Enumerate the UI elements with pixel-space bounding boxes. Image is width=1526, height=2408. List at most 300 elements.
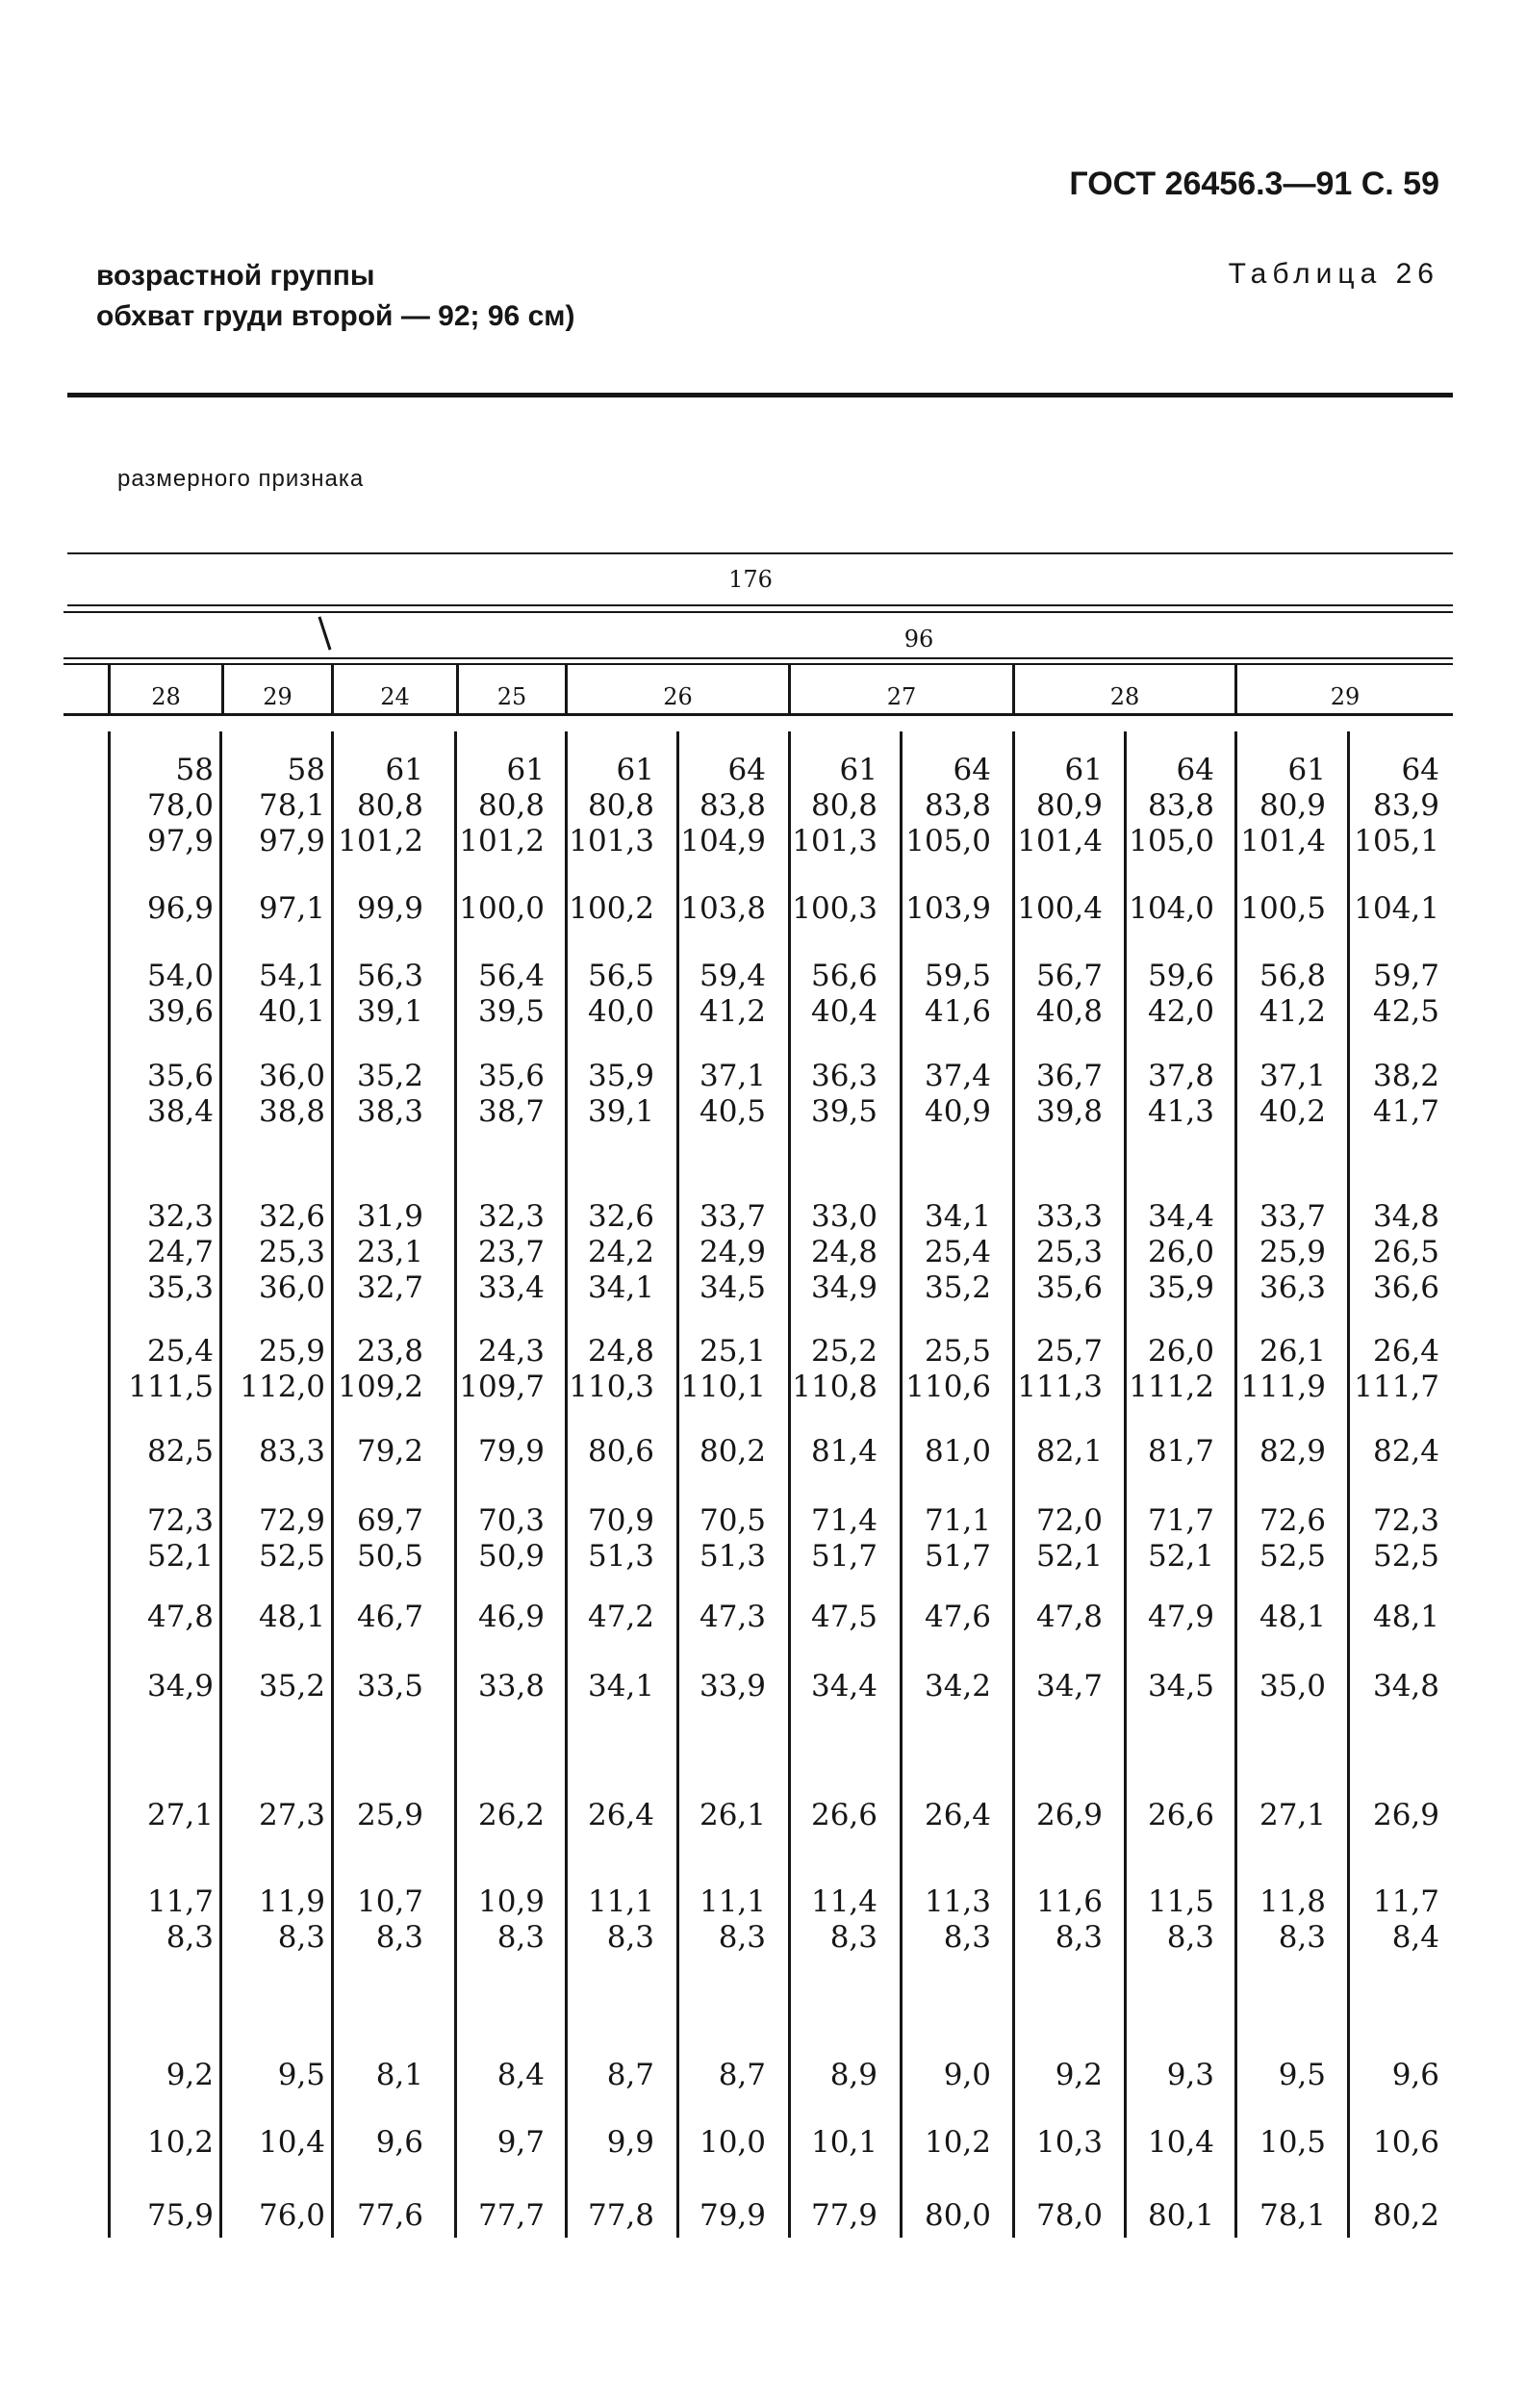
table-cell: 97,9 [146, 824, 214, 858]
table-cell: 52,5 [1372, 1539, 1439, 1574]
table-cell: 11,1 [699, 1884, 766, 1919]
table-cell: 10,7 [356, 1884, 423, 1919]
table-cell: 24,2 [587, 1235, 654, 1269]
table-cell: 8,3 [1278, 1920, 1326, 1955]
table-cell: 42,0 [1147, 994, 1214, 1029]
table-cell: 79,9 [699, 2198, 766, 2233]
table-cell: 111,5 [128, 1370, 214, 1404]
table-cell: 9,9 [606, 2125, 654, 2160]
table-cell: 47,8 [146, 1600, 214, 1634]
table-cell: 72,6 [1259, 1503, 1326, 1538]
header-rule-1 [67, 552, 1453, 554]
table-cell: 56,6 [810, 959, 877, 993]
table-cell: 40,1 [258, 994, 325, 1029]
header-rule-2 [67, 604, 1453, 606]
table-cell: 26,9 [1372, 1798, 1439, 1832]
body-vline-4 [565, 731, 568, 2238]
col-header-6: 27 [886, 683, 917, 710]
table-cell: 70,5 [699, 1503, 766, 1538]
table-cell: 59,4 [699, 959, 766, 993]
table-cell: 35,2 [924, 1270, 991, 1305]
table-cell: 101,4 [1240, 824, 1326, 858]
table-cell: 56,8 [1259, 959, 1326, 993]
table-cell: 36,3 [1259, 1270, 1326, 1305]
table-cell: 8,9 [829, 2058, 877, 2092]
table-cell: 56,5 [587, 959, 654, 993]
table-cell: 51,3 [587, 1539, 654, 1574]
table-cell: 78,0 [146, 788, 214, 823]
table-label: Таблица 26 [1228, 258, 1439, 290]
table-cell: 47,9 [1147, 1600, 1214, 1634]
table-cell: 10,0 [699, 2125, 766, 2160]
table-cell: 104,0 [1129, 891, 1214, 926]
table-cell: 100,2 [569, 891, 654, 926]
table-cell: 23,8 [356, 1334, 423, 1369]
table-cell: 96,9 [146, 891, 214, 926]
table-cell: 34,8 [1372, 1199, 1439, 1234]
table-cell: 11,7 [1372, 1884, 1439, 1919]
header-rule-2b [64, 611, 1453, 613]
table-cell: 25,3 [258, 1235, 325, 1269]
table-cell: 39,1 [587, 1094, 654, 1129]
table-cell: 111,3 [1017, 1370, 1103, 1404]
table-cell: 34,7 [1035, 1669, 1103, 1704]
table-cell: 26,1 [699, 1798, 766, 1832]
table-cell: 32,6 [587, 1199, 654, 1234]
table-cell: 103,9 [905, 891, 991, 926]
table-cell: 25,4 [924, 1235, 991, 1269]
table-cell: 34,1 [924, 1199, 991, 1234]
table-cell: 36,0 [258, 1059, 325, 1093]
table-cell: 40,9 [924, 1094, 991, 1129]
body-vline-1 [219, 731, 222, 2238]
table-cell: 39,6 [146, 994, 214, 1029]
table-cell: 32,6 [258, 1199, 325, 1234]
header-rule-4 [64, 713, 1453, 716]
table-cell: 8,3 [718, 1920, 766, 1955]
table-cell: 100,0 [459, 891, 545, 926]
table-cell: 36,7 [1035, 1059, 1103, 1093]
table-cell: 51,7 [924, 1539, 991, 1574]
table-cell: 33,4 [477, 1270, 545, 1305]
table-cell: 78,1 [258, 788, 325, 823]
table-cell: 11,1 [587, 1884, 654, 1919]
table-cell: 25,9 [356, 1798, 423, 1832]
table-cell: 47,5 [810, 1600, 877, 1634]
table-cell: 8,1 [375, 2058, 423, 2092]
table-cell: 32,7 [356, 1270, 423, 1305]
table-cell: 42,5 [1372, 994, 1439, 1029]
body-vline-8 [1012, 731, 1015, 2238]
table-cell: 37,1 [1259, 1059, 1326, 1093]
table-cell: 35,0 [1259, 1669, 1326, 1704]
table-cell: 110,8 [792, 1370, 877, 1404]
table-cell: 34,9 [146, 1669, 214, 1704]
table-cell: 80,2 [699, 1434, 766, 1469]
table-cell: 32,3 [146, 1199, 214, 1234]
table-cell: 80,8 [477, 788, 545, 823]
table-cell: 38,3 [356, 1094, 423, 1129]
table-cell: 26,6 [1147, 1798, 1214, 1832]
table-cell: 40,4 [810, 994, 877, 1029]
table-cell: 23,7 [477, 1235, 545, 1269]
table-cell: 10,4 [258, 2125, 325, 2160]
table-cell: 54,0 [146, 959, 214, 993]
table-cell: 37,8 [1147, 1059, 1214, 1093]
body-vline-3 [454, 731, 457, 2238]
table-cell: 27,1 [146, 1798, 214, 1832]
table-cell: 83,8 [924, 788, 991, 823]
table-cell: 8,3 [606, 1920, 654, 1955]
body-vline-7 [900, 731, 903, 2238]
table-cell: 82,5 [146, 1434, 214, 1469]
col-header-2: 29 [263, 683, 292, 710]
table-cell: 103,8 [680, 891, 766, 926]
table-cell: 35,2 [356, 1059, 423, 1093]
table-cell: 78,0 [1035, 2198, 1103, 2233]
title-line-2: обхват груди второй — 92; 96 см) [96, 300, 575, 332]
table-cell: 46,9 [477, 1600, 545, 1634]
table-cell: 26,0 [1147, 1235, 1214, 1269]
table-cell: 25,9 [1259, 1235, 1326, 1269]
table-cell: 50,5 [356, 1539, 423, 1574]
table-cell: 81,0 [924, 1434, 991, 1469]
table-cell: 11,9 [258, 1884, 325, 1919]
table-cell: 48,1 [1372, 1600, 1439, 1634]
table-cell: 11,8 [1259, 1884, 1326, 1919]
table-cell: 25,7 [1035, 1334, 1103, 1369]
table-cell: 80,8 [810, 788, 877, 823]
table-cell: 41,3 [1147, 1094, 1214, 1129]
top-thick-rule [67, 393, 1453, 397]
body-vline-2 [331, 731, 334, 2238]
table-cell: 47,3 [699, 1600, 766, 1634]
table-cell: 78,1 [1259, 2198, 1326, 2233]
table-cell: 35,9 [1147, 1270, 1214, 1305]
table-cell: 77,9 [810, 2198, 877, 2233]
table-cell: 8,3 [1055, 1920, 1103, 1955]
table-cell: 39,8 [1035, 1094, 1103, 1129]
col-header-8: 29 [1330, 683, 1361, 710]
table-cell: 52,1 [1035, 1539, 1103, 1574]
table-cell: 24,8 [810, 1235, 877, 1269]
table-cell: 10,2 [146, 2125, 214, 2160]
column-caption: размерного признака [117, 466, 365, 492]
table-cell: 80,2 [1372, 2198, 1439, 2233]
table-cell: 41,2 [699, 994, 766, 1029]
table-cell: 11,4 [810, 1884, 877, 1919]
table-cell: 47,8 [1035, 1600, 1103, 1634]
table-cell: 105,1 [1354, 824, 1439, 858]
table-cell: 109,2 [338, 1370, 423, 1404]
table-cell: 27,3 [258, 1798, 325, 1832]
table-cell: 110,3 [569, 1370, 654, 1404]
table-cell: 24,8 [587, 1334, 654, 1369]
table-cell: 38,2 [1372, 1059, 1439, 1093]
table-cell: 39,1 [356, 994, 423, 1029]
table-cell: 26,6 [810, 1798, 877, 1832]
table-cell: 101,2 [459, 824, 545, 858]
table-cell: 34,8 [1372, 1669, 1439, 1704]
table-cell: 52,5 [258, 1539, 325, 1574]
table-cell: 41,2 [1259, 994, 1326, 1029]
table-cell: 56,4 [477, 959, 545, 993]
body-vline-11 [1347, 731, 1350, 2238]
table-cell: 77,6 [356, 2198, 423, 2233]
table-cell: 8,3 [1166, 1920, 1214, 1955]
table-cell: 8,3 [375, 1920, 423, 1955]
table-cell: 80,9 [1035, 788, 1103, 823]
table-cell: 40,5 [699, 1094, 766, 1129]
table-cell: 8,7 [606, 2058, 654, 2092]
table-cell: 34,4 [810, 1669, 877, 1704]
table-cell: 56,3 [356, 959, 423, 993]
table-cell: 64 [953, 753, 991, 787]
table-cell: 41,7 [1372, 1094, 1439, 1129]
table-cell: 10,5 [1259, 2125, 1326, 2160]
table-cell: 97,1 [258, 891, 325, 926]
table-cell: 110,1 [680, 1370, 766, 1404]
table-cell: 82,1 [1035, 1434, 1103, 1469]
table-cell: 83,8 [699, 788, 766, 823]
table-cell: 33,0 [810, 1199, 877, 1234]
table-cell: 38,8 [258, 1094, 325, 1129]
table-cell: 76,0 [258, 2198, 325, 2233]
table-cell: 8,3 [943, 1920, 991, 1955]
table-cell: 75,9 [146, 2198, 214, 2233]
table-cell: 51,7 [810, 1539, 877, 1574]
table-cell: 39,5 [810, 1094, 877, 1129]
table-cell: 10,2 [924, 2125, 991, 2160]
table-cell: 26,4 [587, 1798, 654, 1832]
table-cell: 110,6 [905, 1370, 991, 1404]
table-cell: 64 [1176, 753, 1214, 787]
title-line-1: возрастной группы [96, 260, 375, 292]
table-cell: 104,1 [1354, 891, 1439, 926]
col-header-1: 28 [151, 683, 181, 710]
table-cell: 36,6 [1372, 1270, 1439, 1305]
table-cell: 47,6 [924, 1600, 991, 1634]
table-cell: 25,1 [699, 1334, 766, 1369]
table-cell: 100,4 [1017, 891, 1103, 926]
table-cell: 50,9 [477, 1539, 545, 1574]
table-cell: 9,6 [375, 2125, 423, 2160]
table-cell: 61 [1064, 753, 1103, 787]
table-cell: 26,4 [1372, 1334, 1439, 1369]
table-cell: 52,5 [1259, 1539, 1326, 1574]
table-cell: 34,5 [1147, 1669, 1214, 1704]
table-cell: 10,4 [1147, 2125, 1214, 2160]
table-cell: 33,7 [1259, 1199, 1326, 1234]
table-cell: 36,0 [258, 1270, 325, 1305]
table-cell: 10,6 [1372, 2125, 1439, 2160]
table-cell: 8,3 [165, 1920, 214, 1955]
table-cell: 11,3 [924, 1884, 991, 1919]
table-cell: 9,0 [943, 2058, 991, 2092]
hdr-slash-mark [318, 616, 332, 650]
table-cell: 23,1 [356, 1235, 423, 1269]
table-cell: 59,6 [1147, 959, 1214, 993]
height-label: 176 [728, 566, 773, 593]
table-cell: 82,9 [1259, 1434, 1326, 1469]
col-header-7: 28 [1109, 683, 1140, 710]
table-cell: 97,9 [258, 824, 325, 858]
body-vline-6 [788, 731, 791, 2238]
table-cell: 101,2 [338, 824, 423, 858]
table-cell: 11,6 [1035, 1884, 1103, 1919]
table-cell: 61 [616, 753, 654, 787]
table-cell: 31,9 [356, 1199, 423, 1234]
header-rule-3 [64, 657, 1453, 659]
table-cell: 40,8 [1035, 994, 1103, 1029]
table-cell: 34,4 [1147, 1199, 1214, 1234]
table-cell: 35,6 [477, 1059, 545, 1093]
table-cell: 83,3 [258, 1434, 325, 1469]
table-cell: 40,2 [1259, 1094, 1326, 1129]
table-cell: 24,9 [699, 1235, 766, 1269]
table-cell: 25,2 [810, 1334, 877, 1369]
table-cell: 11,5 [1147, 1884, 1214, 1919]
table-cell: 111,9 [1240, 1370, 1326, 1404]
table-cell: 77,7 [477, 2198, 545, 2233]
table-cell: 111,2 [1129, 1370, 1214, 1404]
table-cell: 25,9 [258, 1334, 325, 1369]
table-cell: 71,4 [810, 1503, 877, 1538]
table-cell: 104,9 [680, 824, 766, 858]
table-cell: 99,9 [356, 891, 423, 926]
table-cell: 71,7 [1147, 1503, 1214, 1538]
table-cell: 33,9 [699, 1669, 766, 1704]
table-cell: 46,7 [356, 1600, 423, 1634]
table-cell: 70,3 [477, 1503, 545, 1538]
table-cell: 100,5 [1240, 891, 1326, 926]
table-cell: 80,8 [356, 788, 423, 823]
table-cell: 82,4 [1372, 1434, 1439, 1469]
table-cell: 35,6 [146, 1059, 214, 1093]
table-cell: 8,3 [829, 1920, 877, 1955]
table-cell: 111,7 [1354, 1370, 1439, 1404]
table-cell: 35,9 [587, 1059, 654, 1093]
table-cell: 72,3 [1372, 1503, 1439, 1538]
table-cell: 37,1 [699, 1059, 766, 1093]
table-cell: 61 [839, 753, 877, 787]
table-cell: 64 [1401, 753, 1439, 787]
table-cell: 34,2 [924, 1669, 991, 1704]
table-cell: 8,7 [718, 2058, 766, 2092]
table-cell: 54,1 [258, 959, 325, 993]
table-cell: 9,5 [277, 2058, 325, 2092]
table-cell: 61 [385, 753, 423, 787]
table-cell: 52,1 [1147, 1539, 1214, 1574]
table-cell: 81,4 [810, 1434, 877, 1469]
table-cell: 38,4 [146, 1094, 214, 1129]
table-cell: 112,0 [240, 1370, 325, 1404]
table-cell: 48,1 [258, 1600, 325, 1634]
table-cell: 9,5 [1278, 2058, 1326, 2092]
table-cell: 10,3 [1035, 2125, 1103, 2160]
table-cell: 80,0 [924, 2198, 991, 2233]
header-rule-3b [64, 663, 1453, 665]
table-cell: 24,7 [146, 1235, 214, 1269]
table-cell: 26,0 [1147, 1334, 1214, 1369]
table-cell: 41,6 [924, 994, 991, 1029]
table-cell: 39,5 [477, 994, 545, 1029]
table-cell: 101,3 [569, 824, 654, 858]
table-cell: 24,3 [477, 1334, 545, 1369]
table-cell: 72,0 [1035, 1503, 1103, 1538]
table-cell: 32,3 [477, 1199, 545, 1234]
table-cell: 35,6 [1035, 1270, 1103, 1305]
table-cell: 10,1 [810, 2125, 877, 2160]
table-cell: 34,1 [587, 1669, 654, 1704]
standard-reference: ГОСТ 26456.3—91 С. 59 [1069, 166, 1439, 202]
table-cell: 71,1 [924, 1503, 991, 1538]
table-cell: 26,9 [1035, 1798, 1103, 1832]
table-cell: 25,3 [1035, 1235, 1103, 1269]
table-cell: 26,1 [1259, 1334, 1326, 1369]
table-cell: 72,9 [258, 1503, 325, 1538]
table-cell: 47,2 [587, 1600, 654, 1634]
table-cell: 109,7 [459, 1370, 545, 1404]
table-cell: 9,2 [165, 2058, 214, 2092]
table-cell: 33,8 [477, 1669, 545, 1704]
table-cell: 40,0 [587, 994, 654, 1029]
table-cell: 34,9 [810, 1270, 877, 1305]
chest-label: 96 [903, 626, 934, 653]
table-cell: 80,6 [587, 1434, 654, 1469]
table-cell: 8,3 [496, 1920, 545, 1955]
table-cell: 59,7 [1372, 959, 1439, 993]
table-cell: 9,7 [496, 2125, 545, 2160]
table-cell: 80,8 [587, 788, 654, 823]
table-cell: 64 [727, 753, 766, 787]
table-cell: 52,1 [146, 1539, 214, 1574]
table-cell: 25,4 [146, 1334, 214, 1369]
col-header-5: 26 [663, 683, 693, 710]
col-header-4: 25 [496, 683, 527, 710]
table-cell: 35,3 [146, 1270, 214, 1305]
table-cell: 79,2 [356, 1434, 423, 1469]
table-cell: 8,4 [496, 2058, 545, 2092]
table-cell: 100,3 [792, 891, 877, 926]
table-cell: 81,7 [1147, 1434, 1214, 1469]
table-cell: 35,2 [258, 1669, 325, 1704]
table-cell: 59,5 [924, 959, 991, 993]
body-vline-10 [1234, 731, 1237, 2238]
table-cell: 79,9 [477, 1434, 545, 1469]
table-cell: 37,4 [924, 1059, 991, 1093]
table-cell: 8,4 [1391, 1920, 1439, 1955]
table-cell: 9,2 [1055, 2058, 1103, 2092]
table-cell: 61 [506, 753, 545, 787]
table-cell: 105,0 [1129, 824, 1214, 858]
table-cell: 34,1 [587, 1270, 654, 1305]
table-cell: 48,1 [1259, 1600, 1326, 1634]
table-cell: 36,3 [810, 1059, 877, 1093]
body-vline-9 [1124, 731, 1127, 2238]
table-cell: 72,3 [146, 1503, 214, 1538]
table-cell: 26,4 [924, 1798, 991, 1832]
table-cell: 58 [287, 753, 325, 787]
table-cell: 101,3 [792, 824, 877, 858]
table-cell: 70,9 [587, 1503, 654, 1538]
table-cell: 33,5 [356, 1669, 423, 1704]
table-cell: 25,5 [924, 1334, 991, 1369]
table-cell: 69,7 [356, 1503, 423, 1538]
table-cell: 83,9 [1372, 788, 1439, 823]
body-vline-5 [676, 731, 679, 2238]
table-cell: 58 [175, 753, 214, 787]
